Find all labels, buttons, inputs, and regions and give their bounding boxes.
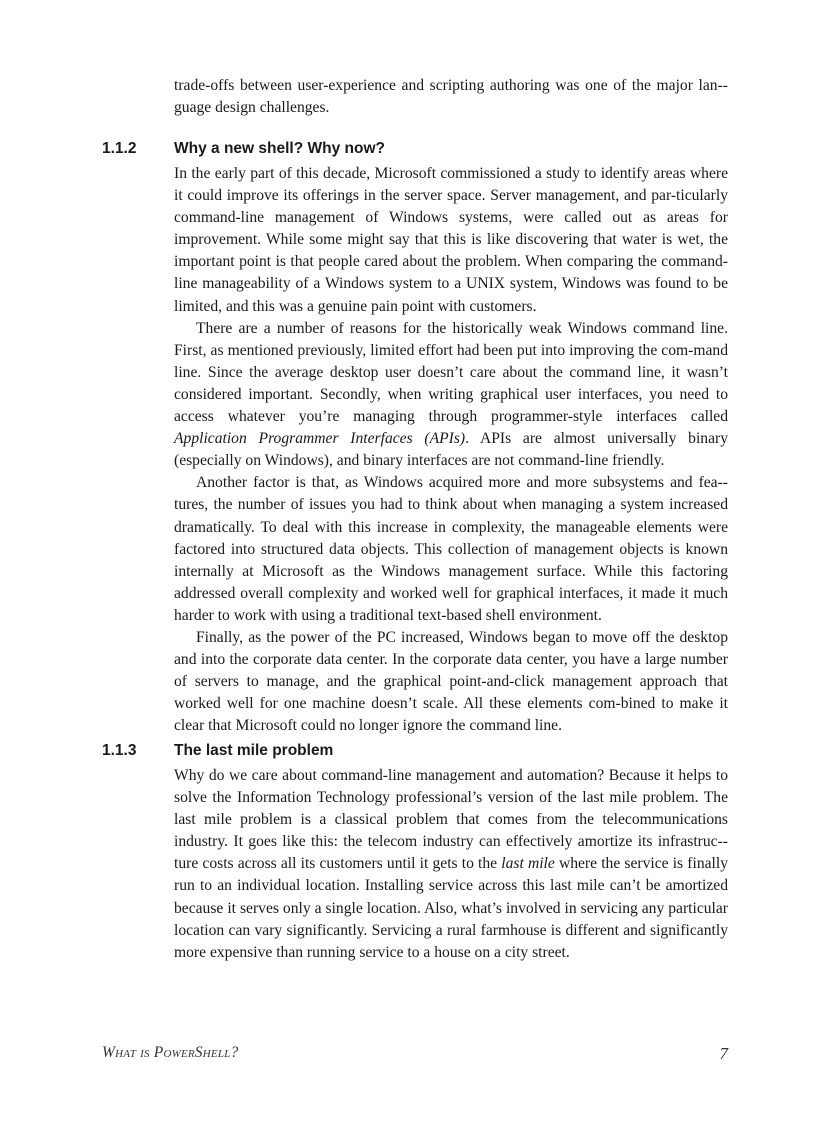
continuation-paragraph: trade-offs between user-experience and scripting authoring was one of the major lan-guage design challenges. — [174, 77, 728, 117]
continuation-block — [174, 75, 728, 119]
italic-term: Application Programmer Interfaces (APIs) — [174, 430, 466, 448]
page-number: 7 — [719, 1044, 728, 1063]
section-number: 1.1.2 — [102, 140, 137, 157]
section-body-1-1-2 — [174, 163, 728, 737]
section-title: Why a new shell? Why now? — [174, 140, 385, 157]
italic-term: last mile — [501, 855, 555, 873]
running-title: What is PowerShell? — [102, 1044, 239, 1061]
paragraph: Finally, as the power of the PC increased, Windows began to move off the desktop and into the corporate data center. In the corporate data center, you have a large number of servers to manage, and the graphical point-and-click management approach that worked well for one machine doesn’t scale. All these elements com-bined to make it clear that Microsoft could no longer ignore the command line. — [174, 628, 728, 735]
paragraph: There are a number of reasons for the historically weak Windows command line. First, as mentioned previously, limited effort had been put into improving the com-mand line. Since the average desktop user doesn’t care about the command line, it wasn’t considered important. Secondly, when writing graphical user interfaces, you need to access whatever you’re managing through programmer-style interfaces called Application Programmer Interfaces (APIs). APIs are almost universally binary (especially on Windows), and binary interfaces are not command-line friendly. — [174, 319, 729, 470]
paragraph: In the early part of this decade, Microsoft commissioned a study to identify areas where it could improve its offerings in the server space. Server management, and par-ticularly command-line management of Windows systems, were called out as areas for improvement. While some might say that this is like discovering that water is wet, the important point is that people cared about the problem. When comparing the command-line manageability of a Windows system to a UNIX system, Windows was found to be limited, and this was a genuine pain point with customers. — [174, 165, 728, 315]
section-number: 1.1.3 — [102, 742, 137, 759]
section-title: The last mile problem — [174, 742, 334, 759]
paragraph: Another factor is that, as Windows acquired more and more subsystems and fea-tures, the number of issues you had to think about when managing a system increased dramatically. To deal with this increase in complexity, the manageable elements were factored into structured data objects. This collection of management objects is known internally at Microsoft as the Windows management surface. While this factoring addressed overall complexity and worked well for graphical interfaces, it made it much harder to work with using a traditional text-based shell environment. — [174, 474, 728, 624]
page-footer — [102, 1044, 728, 1066]
section-body-1-1-3 — [174, 765, 728, 964]
paragraph: Why do we care about command-line management and automation? Because it helps to solve the Information Technology professional’s version of the last mile problem. The last mile problem is a classical problem that comes from the telecommunications industry. It goes like this: the telecom industry can effectively amortize its infrastruc-ture costs across all its customers until it gets to the last mile where the service is finally run to an individual location. Installing service across this last mile can’t be amortized because it serves only a single location. Also, what’s involved in servicing any particular location can vary significantly. Servicing a rural farmhouse is different and significantly more expensive than running service to a house on a city street. — [174, 767, 728, 961]
